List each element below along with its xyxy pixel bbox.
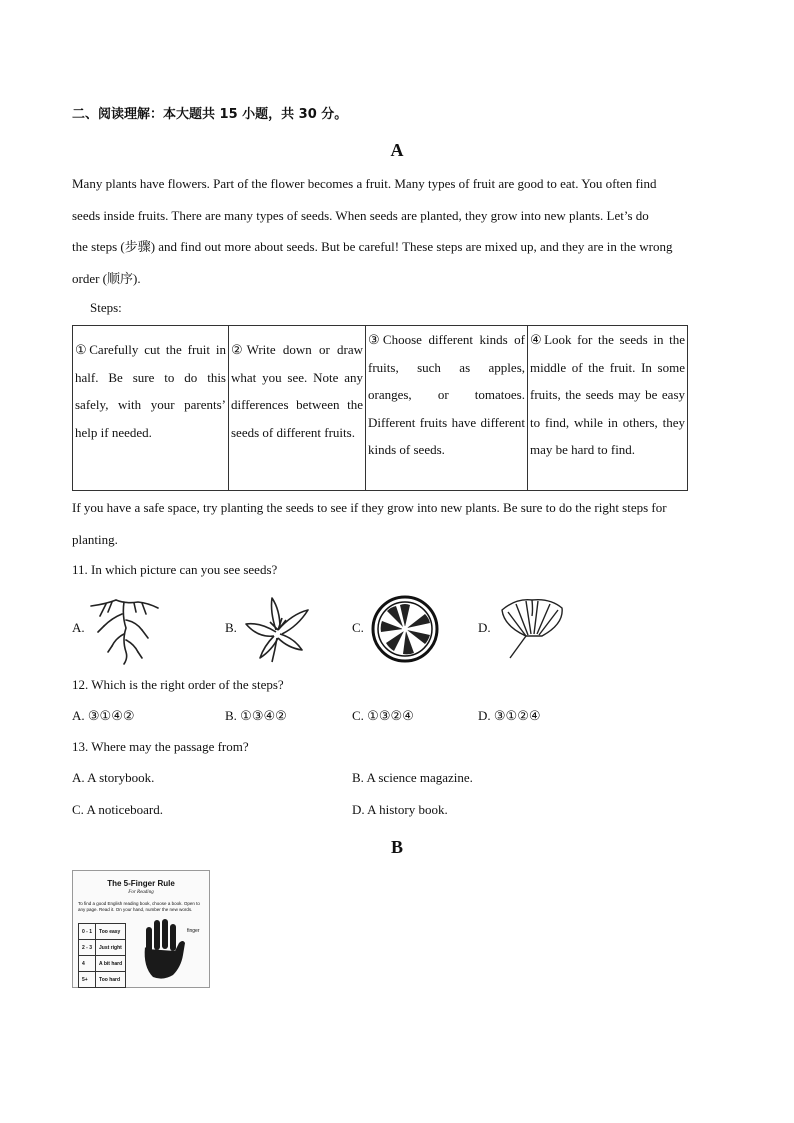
- passage-a-outro: [72, 492, 722, 555]
- intro-line: the steps (步骤) and find out more about seeds. But be careful! These steps are mixed up, and they are in the wrong: [72, 239, 673, 254]
- table-row: [79, 972, 126, 988]
- steps-label: Steps:: [90, 300, 122, 315]
- q11-option-c[interactable]: C.: [352, 620, 364, 635]
- table-row: [79, 956, 126, 972]
- passage-b-heading: B: [390, 837, 403, 857]
- row-range: 0 - 1: [79, 924, 96, 940]
- hand-icon: [137, 917, 187, 981]
- q13-option-d[interactable]: D. A history book.: [352, 802, 448, 817]
- q13-option-b[interactable]: B. A science magazine.: [352, 770, 473, 785]
- five-finger-rule-poster: [72, 870, 210, 988]
- lily-flower-icon: [242, 594, 314, 664]
- orange-slice-icon: [370, 594, 440, 664]
- row-label: Just right: [96, 940, 126, 956]
- poster-instructions: To find a good English reading book, choose a book. Open to any page. Read it. On your hand, number the new words.: [78, 901, 200, 912]
- q12-option-b[interactable]: B. ①③④②: [225, 708, 287, 723]
- step-cell-3: [366, 326, 528, 491]
- q11-option-b[interactable]: B.: [225, 620, 237, 635]
- q11-option-d[interactable]: D.: [478, 620, 491, 635]
- question-11: 11. In which picture can you see seeds?: [72, 562, 278, 577]
- step-text: ①Carefully cut the fruit in half. Be sure to do this safely, with your parents’ help if needed.: [75, 342, 226, 440]
- step-text: ④Look for the seeds in the middle of the fruit. In some fruits, the seeds may be easy to find, while in others, they may be hard to find.: [530, 332, 685, 457]
- q12-option-c[interactable]: C. ①③②④: [352, 708, 414, 723]
- row-label: Too easy: [96, 924, 126, 940]
- question-12: 12. Which is the right order of the steps?: [72, 677, 284, 692]
- step-cell-2: [229, 326, 366, 491]
- row-range: 2 - 3: [79, 940, 96, 956]
- intro-line: Many plants have flowers. Part of the flower becomes a fruit. Many types of fruit are good to eat. You often find: [72, 176, 657, 191]
- outro-line: planting.: [72, 531, 118, 547]
- steps-table: [72, 325, 688, 491]
- poster-title: The 5-Finger Rule: [107, 879, 175, 888]
- table-row: [79, 924, 126, 940]
- passage-a-intro: [72, 168, 722, 294]
- outro-line: If you have a safe space, try planting the seeds to see if they grow into new plants. Be sure to do the right steps for: [72, 500, 667, 515]
- finger-label: finger: [187, 928, 200, 934]
- q11-option-a[interactable]: A.: [72, 620, 85, 635]
- step-text: ②Write down or draw what you see. Note any differences between the seeds of different fruits.: [231, 342, 363, 440]
- q12-option-a[interactable]: A. ③①④②: [72, 708, 135, 723]
- q13-option-a[interactable]: A. A storybook.: [72, 770, 155, 785]
- ginkgo-leaf-icon: [496, 596, 568, 660]
- root-icon: [86, 594, 162, 666]
- row-range: 4: [79, 956, 96, 972]
- step-cell-1: [73, 326, 229, 491]
- row-label: A bit hard: [96, 956, 126, 972]
- intro-line: seeds inside fruits. There are many types of seeds. When seeds are planted, they grow into new plants. Let’s do: [72, 207, 649, 223]
- q12-option-d[interactable]: D. ③①②④: [478, 708, 541, 723]
- table-row: [79, 940, 126, 956]
- intro-line: order (顺序).: [72, 270, 141, 286]
- q13-option-c[interactable]: C. A noticeboard.: [72, 802, 163, 817]
- passage-a-heading: A: [390, 140, 404, 160]
- step-text: ③Choose different kinds of fruits, such as apples, oranges, or tomatoes. Different fruits have different kinds of seeds.: [368, 332, 525, 457]
- row-label: Too hard: [96, 972, 126, 988]
- row-range: 5+: [79, 972, 96, 988]
- section-title: 二、阅读理解：本大题共 15 小题，共 30 分。: [72, 107, 348, 122]
- poster-rule-table: [78, 923, 126, 988]
- poster-subtitle: For Reading: [128, 890, 154, 895]
- step-cell-4: [528, 326, 688, 491]
- question-13: 13. Where may the passage from?: [72, 739, 249, 754]
